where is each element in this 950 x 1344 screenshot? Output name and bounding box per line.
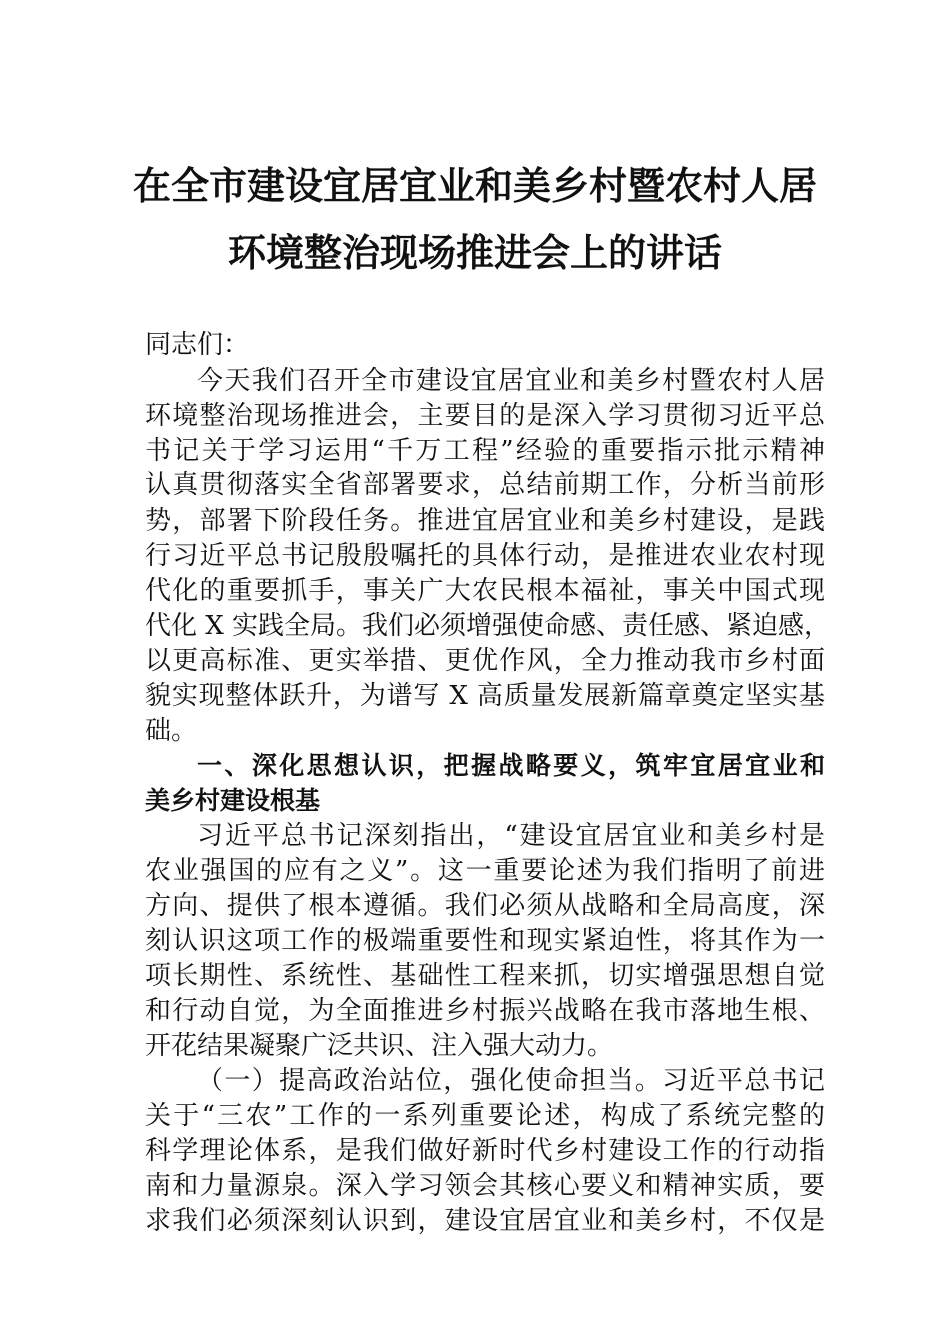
body-line: 行习近平总书记殷殷嘱托的具体行动，是推进农业农村现 xyxy=(145,541,825,571)
greeting: 同志们： xyxy=(145,330,250,360)
body-line: 项长期性、系统性、基础性工程来抓，切实增强思想自觉 xyxy=(145,961,825,991)
body-line: 习近平总书记深刻指出，“建设宜居宜业和美乡村是 xyxy=(197,821,825,851)
body-line: 貌实现整体跃升，为谱写 X 高质量发展新篇章奠定坚实基 xyxy=(145,681,825,711)
section-heading-line-2: 美乡村建设根基 xyxy=(145,786,321,815)
subsection-line: （一）提高政治站位，强化使命担当。习近平总书记 xyxy=(197,1066,825,1096)
body-line: 科学理论体系，是我们做好新时代乡村建设工作的行动指 xyxy=(145,1136,825,1166)
body-line: 以更高标准、更实举措、更优作风，全力推动我市乡村面 xyxy=(145,646,825,676)
document-title-line-1: 在全市建设宜居宜业和美乡村暨农村人居 xyxy=(132,163,817,208)
body-line: 开花结果凝聚广泛共识、注入强大动力。 xyxy=(145,1031,614,1061)
body-line: 书记关于学习运用“千万工程”经验的重要指示批示精神 xyxy=(145,436,825,466)
body-line: 今天我们召开全市建设宜居宜业和美乡村暨农村人居 xyxy=(197,366,825,396)
body-line: 刻认识这项工作的极端重要性和现实紧迫性，将其作为一 xyxy=(145,926,825,956)
body-line: 方向、提供了根本遵循。我们必须从战略和全局高度，深 xyxy=(145,891,825,921)
document-title-line-2: 环境整治现场推进会上的讲话 xyxy=(227,230,722,275)
body-line: 求我们必须深刻认识到，建设宜居宜业和美乡村，不仅是 xyxy=(145,1206,825,1236)
body-line: 南和力量源泉。深入学习领会其核心要义和精神实质，要 xyxy=(145,1171,825,1201)
body-line: 础。 xyxy=(145,716,198,746)
body-line: 关于“三农”工作的一系列重要论述，构成了系统完整的 xyxy=(145,1101,825,1131)
body-line: 代化 X 实践全局。我们必须增强使命感、责任感、紧迫感， xyxy=(145,611,831,641)
body-line: 势，部署下阶段任务。推进宜居宜业和美乡村建设，是践 xyxy=(145,506,825,536)
section-heading-line-1: 一、深化思想认识，把握战略要义，筑牢宜居宜业和 xyxy=(197,751,825,780)
body-line: 认真贯彻落实全省部署要求，总结前期工作，分析当前形 xyxy=(145,470,825,500)
body-line: 环境整治现场推进会，主要目的是深入学习贯彻习近平总 xyxy=(145,401,825,431)
body-line: 代化的重要抓手，事关广大农民根本福祉，事关中国式现 xyxy=(145,576,825,606)
body-line: 和行动自觉，为全面推进乡村振兴战略在我市落地生根、 xyxy=(145,996,825,1026)
body-line: 农业强国的应有之义”。这一重要论述为我们指明了前进 xyxy=(145,856,825,886)
